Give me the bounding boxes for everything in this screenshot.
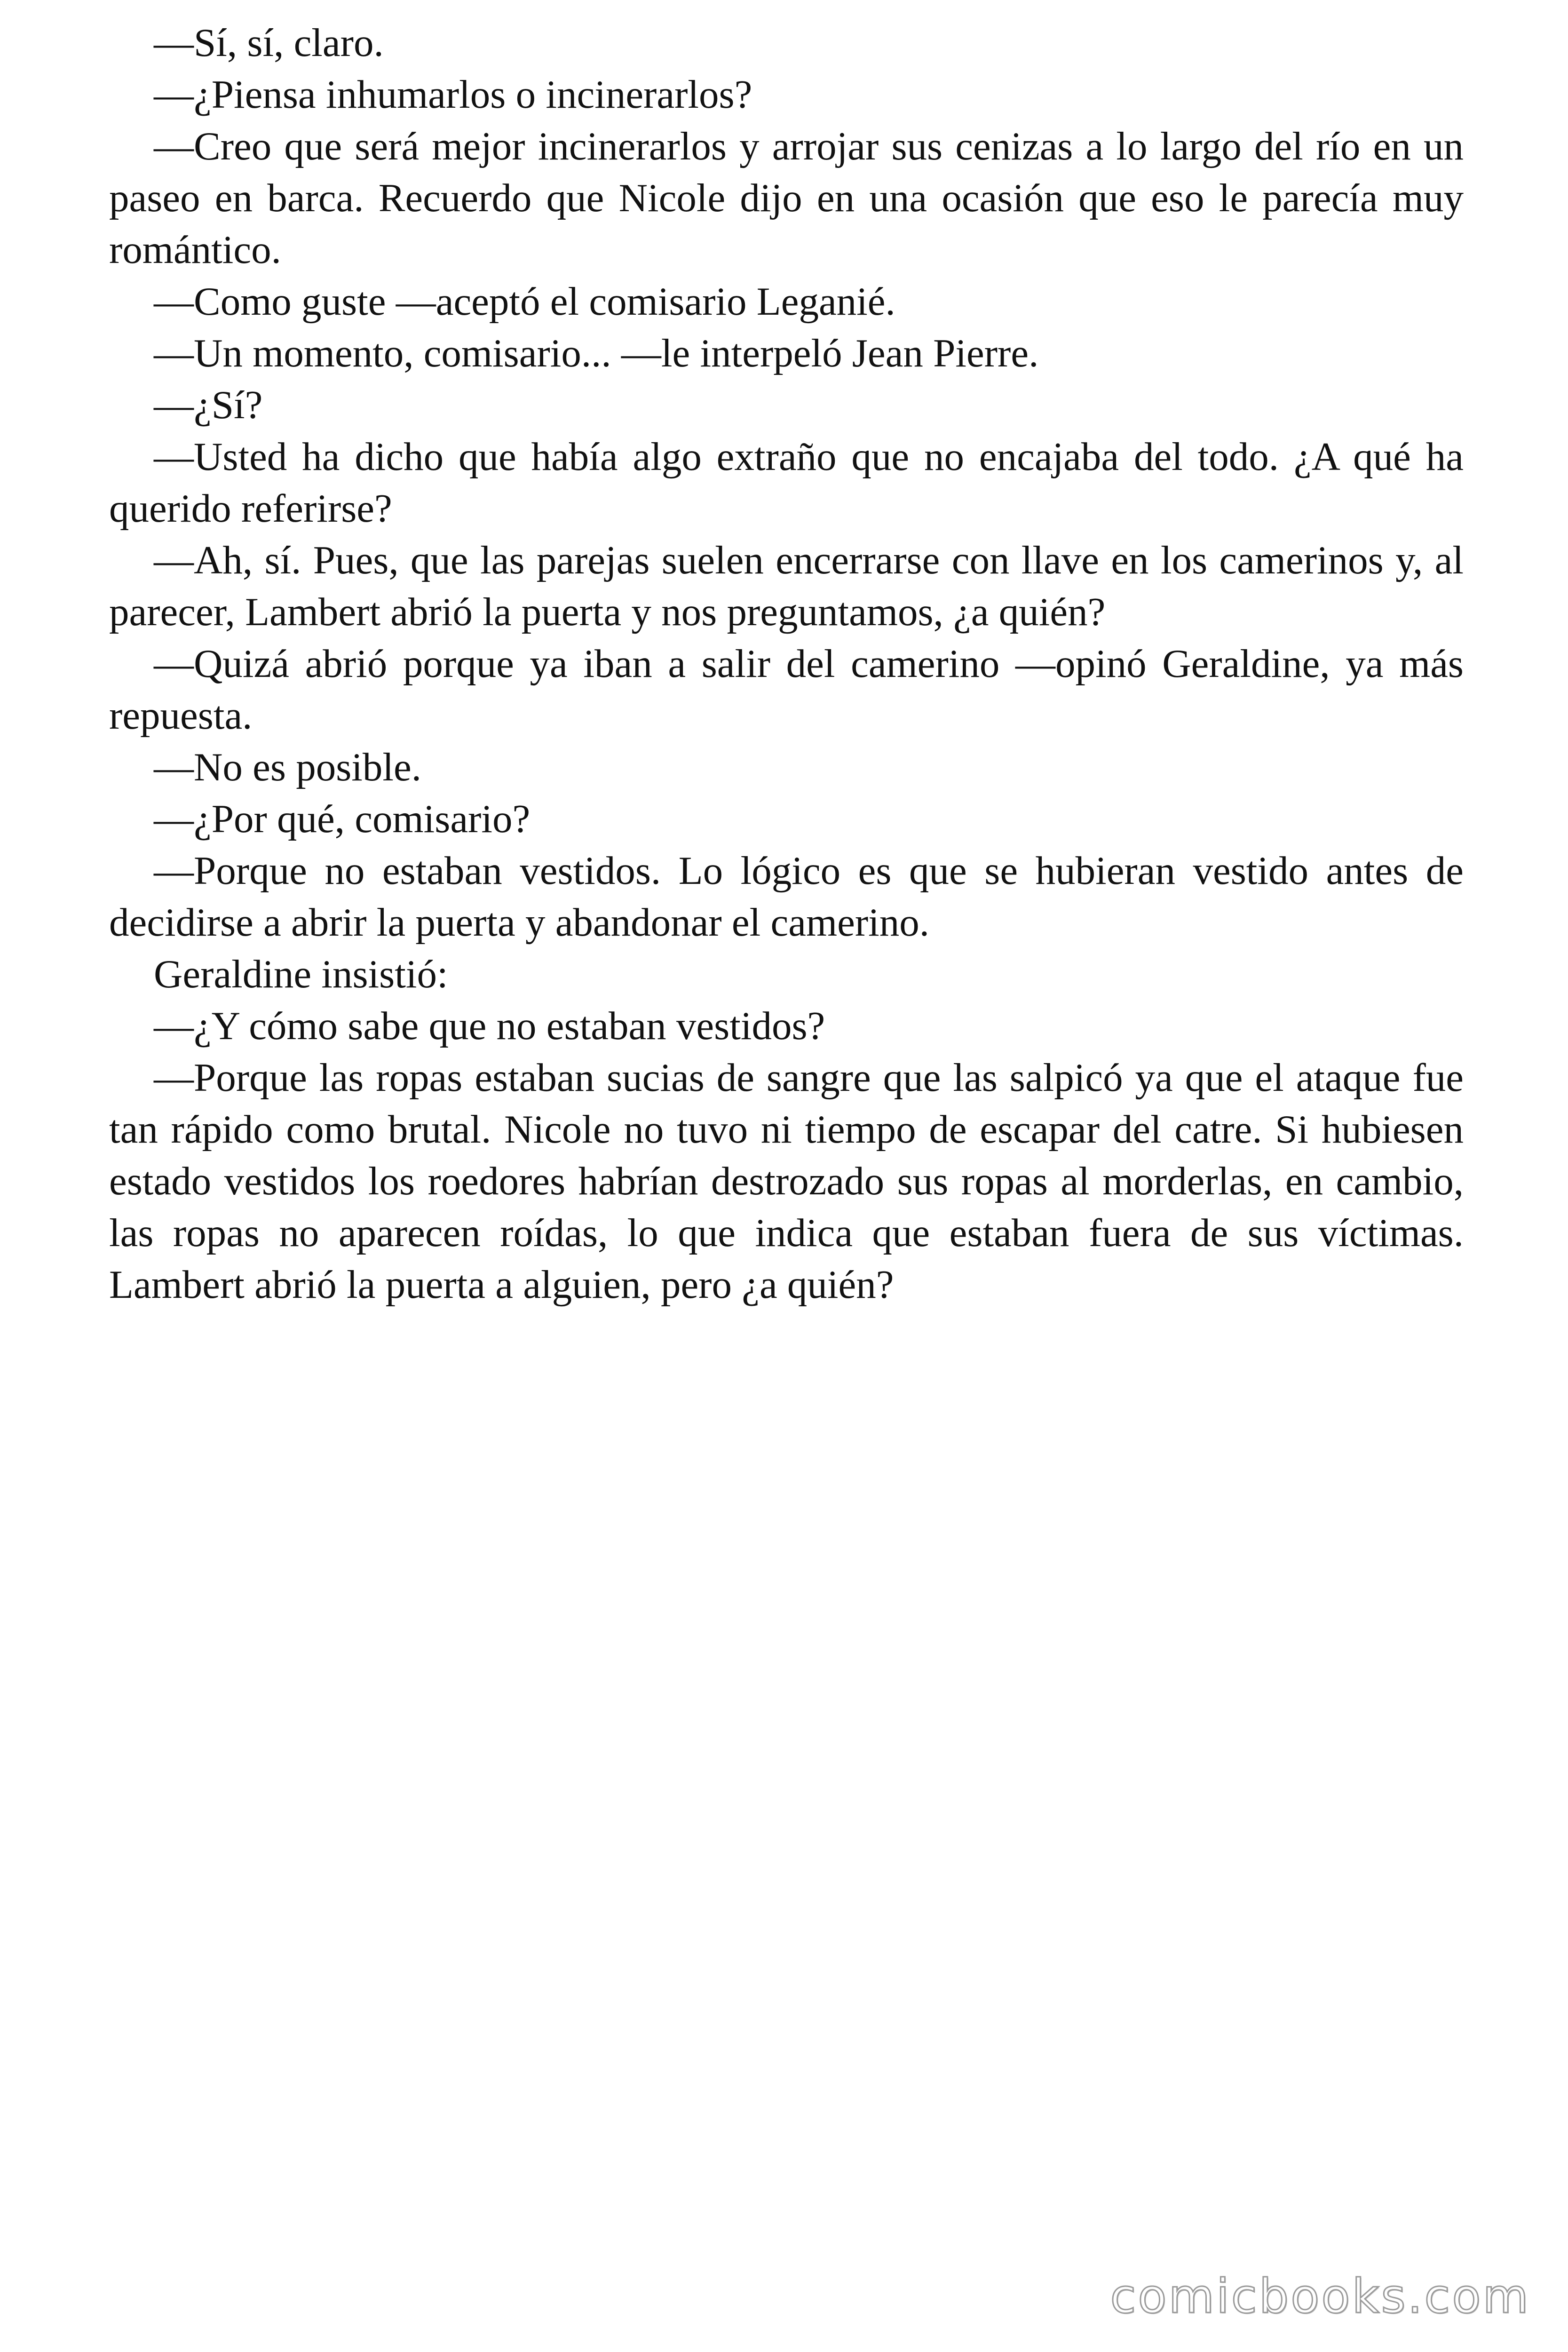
paragraph-5: —Un momento, comisario... —le interpeló Jean Pierre. [154, 331, 1039, 375]
paragraph-9: —Quizá abrió porque ya iban a salir del camerino —opinó Geraldine, ya más repuesta. [109, 642, 1464, 738]
paragraph-6: —¿Sí? [154, 383, 263, 427]
paragraph-11: —¿Por qué, comisario? [154, 797, 531, 841]
paragraph-1: —Sí, sí, claro. [154, 21, 384, 65]
paragraph-7: —Usted ha dicho que había algo extraño que no encajaba del todo. ¿A qué ha querido referirse? [109, 435, 1464, 531]
paragraph-12: —Porque no estaban vestidos. Lo lógico es que se hubieran vestido antes de decidirse a abrir la puerta y abandonar el camerino. [109, 849, 1464, 945]
paragraph-10: —No es posible. [154, 745, 421, 789]
paragraph-15: —Porque las ropas estaban sucias de sangre que las salpicó ya que el ataque fue tan rápido como brutal. Nicole no tuvo ni tiempo de escapar del catre. Si hubiesen estado vestidos los roedores habrían destrozado sus ropas al morderlas, en cambio, las ropas no aparecen roídas, lo que indica que estaban fuera de sus víctimas. Lambert abrió la puerta a alguien, pero ¿a quién? [109, 1056, 1464, 1307]
paragraph-4: —Como guste —aceptó el comisario Leganié. [154, 279, 895, 324]
body-text [109, 17, 1464, 1311]
paragraph-8: —Ah, sí. Pues, que las parejas suelen encerrarse con llave en los camerinos y, al parecer, Lambert abrió la puerta y nos preguntamos, ¿a quién? [109, 538, 1464, 634]
paragraph-14: —¿Y cómo sabe que no estaban vestidos? [154, 1004, 825, 1048]
watermark: comicbooks.com [1110, 2269, 1530, 2324]
paragraph-3: —Creo que será mejor incinerarlos y arrojar sus cenizas a lo largo del río en un paseo en barca. Recuerdo que Nicole dijo en una ocasión que eso le parecía muy romántico. [109, 124, 1464, 272]
paragraph-2: —¿Piensa inhumarlos o incinerarlos? [154, 72, 752, 117]
paragraph-13: Geraldine insistió: [154, 952, 448, 996]
